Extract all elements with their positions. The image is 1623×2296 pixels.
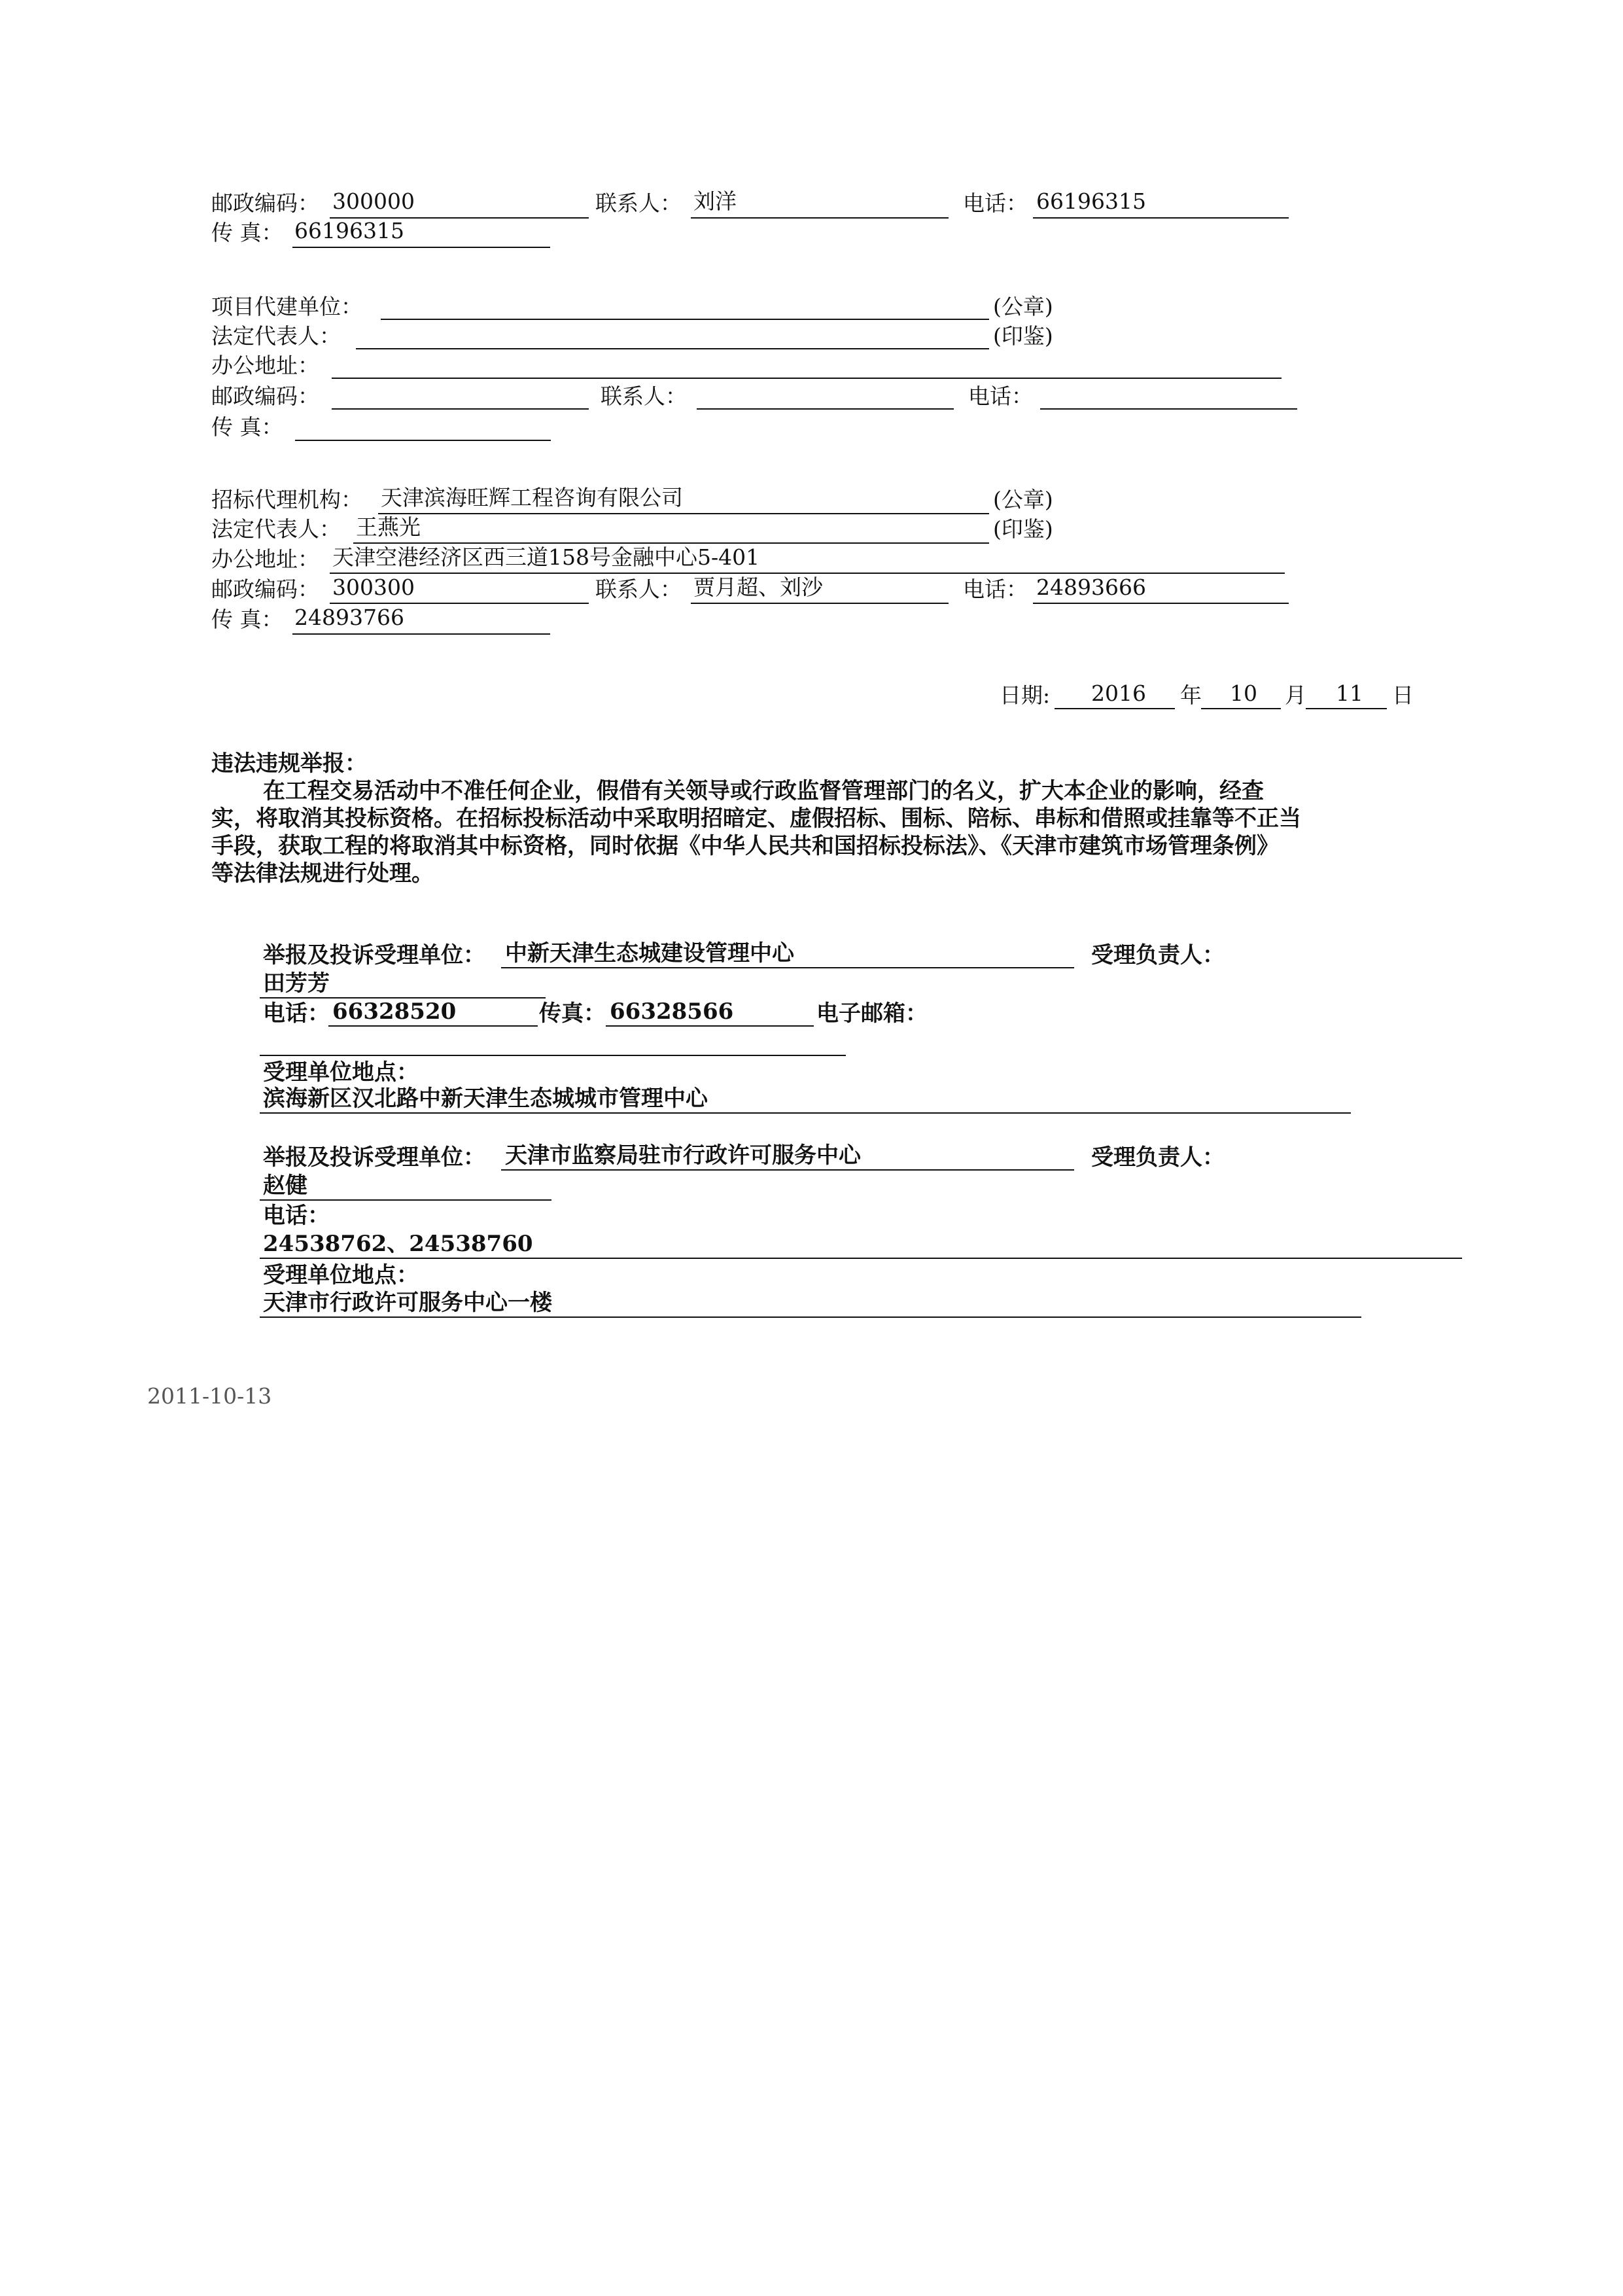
complaint1-fax-line	[606, 1025, 814, 1027]
block3-postcode-value: 300300	[332, 574, 415, 600]
block2-contact-label: 联系人：	[601, 383, 687, 409]
block3-contact-line	[691, 603, 949, 604]
complaint2-unit-value: 天津市监察局驻市行政许可服务中心	[505, 1142, 861, 1169]
block1-fax-line	[292, 247, 550, 248]
block3-fax-line	[292, 633, 550, 635]
block3-contact-value: 贾月超、刘沙	[693, 574, 823, 600]
report-line-3: 手段，获取工程的将取消其中标资格，同时依据《中华人民共和国招标投标法》、《天津市建筑市场管理条例》	[211, 833, 1279, 859]
block3-address-line	[330, 573, 1285, 574]
block2-fax-label: 传 真：	[211, 414, 283, 440]
complaint2-unit-line	[501, 1169, 1074, 1171]
complaint2-person-line	[260, 1199, 551, 1201]
block1-postcode-value: 300000	[332, 188, 415, 214]
block1-contact-value: 刘洋	[693, 188, 737, 214]
date-month: 10	[1230, 680, 1257, 706]
report-line-4: 等法律法规进行处理。	[211, 860, 434, 887]
complaint1-location-value: 滨海新区汉北路中新天津生态城城市管理中心	[263, 1086, 708, 1112]
complaint1-unit-value: 中新天津生态城建设管理中心	[505, 940, 794, 966]
block2-phone-label: 电话：	[968, 383, 1033, 409]
complaint2-phone-value: 24538762、24538760	[263, 1231, 533, 1257]
block2-address-line	[332, 378, 1282, 379]
block2-contact-line	[697, 408, 954, 410]
complaint1-fax-value: 66328566	[610, 998, 734, 1025]
block3-phone-line	[1033, 603, 1289, 604]
complaint2-person-value: 赵健	[263, 1173, 307, 1199]
block3-contact-label: 联系人：	[595, 576, 682, 602]
block1-phone-line	[1033, 217, 1289, 219]
block3-address-value: 天津空港经济区西三道158号金融中心5-401	[332, 544, 760, 570]
complaint1-person-value: 田芳芳	[263, 970, 330, 997]
block3-postcode-line	[330, 603, 589, 604]
complaint1-fax-label: 传真：	[539, 1000, 606, 1027]
date-day-line	[1306, 708, 1387, 709]
complaint2-location-line	[260, 1316, 1361, 1318]
report-line-2: 实，将取消其投标资格。在招标投标活动中采取明招暗定、虚假招标、围标、陪标、串标和借照或挂靠等不正当	[211, 805, 1301, 832]
complaint1-email-label: 电子邮箱：	[816, 1000, 928, 1027]
block1-contact-label: 联系人：	[595, 190, 682, 216]
complaint2-location-value: 天津市行政许可服务中心一楼	[263, 1290, 552, 1316]
complaint2-phone-label: 电话：	[263, 1203, 330, 1229]
report-line-1: 在工程交易活动中不准任何企业，假借有关领导或行政监督管理部门的名义，扩大本企业的影响，经查	[263, 778, 1264, 804]
complaint1-phone-label: 电话：	[263, 1000, 330, 1027]
date-year-line	[1055, 708, 1175, 709]
complaint2-person-label: 受理负责人：	[1091, 1144, 1225, 1171]
block1-fax-label: 传 真：	[211, 220, 283, 245]
report-title: 违法违规举报：	[211, 751, 367, 777]
block3-rep-value: 王燕光	[356, 514, 421, 540]
complaint2-location-label: 受理单位地点：	[263, 1262, 419, 1288]
block3-stamp: (印鉴)	[993, 516, 1053, 542]
block1-contact-line	[691, 217, 949, 219]
block3-agency-label: 招标代理机构：	[211, 487, 362, 512]
block3-phone-label: 电话：	[963, 576, 1028, 602]
complaint1-unit-line	[501, 967, 1074, 968]
block3-address-label: 办公地址：	[211, 546, 319, 572]
block2-unit-line	[381, 319, 989, 320]
block2-unit-label: 项目代建单位：	[211, 294, 362, 319]
block1-phone-value: 66196315	[1036, 188, 1146, 214]
block2-rep-label: 法定代表人：	[211, 323, 341, 349]
block3-fax-label: 传 真：	[211, 607, 283, 632]
date-day: 11	[1336, 680, 1363, 706]
block3-phone-value: 24893666	[1036, 574, 1146, 600]
block2-rep-line	[356, 348, 989, 349]
block2-postcode-label: 邮政编码：	[211, 383, 319, 409]
date-year: 2016	[1091, 680, 1146, 706]
block2-seal: (公章)	[993, 294, 1053, 319]
block3-postcode-label: 邮政编码：	[211, 576, 319, 602]
block3-agency-line	[378, 513, 989, 514]
block1-phone-label: 电话：	[963, 190, 1028, 216]
complaint2-phone-line	[260, 1258, 1462, 1259]
date-day-unit: 日	[1392, 682, 1414, 708]
date-label: 日期:	[1000, 682, 1051, 708]
block3-fax-value: 24893766	[294, 605, 404, 630]
complaint1-email-line	[260, 1055, 846, 1056]
date-month-unit: 月	[1285, 682, 1306, 708]
block2-phone-line	[1040, 408, 1297, 410]
complaint1-phone-line	[328, 1025, 538, 1027]
block3-agency-value: 天津滨海旺辉工程咨询有限公司	[381, 485, 683, 510]
block2-stamp: (印鉴)	[993, 323, 1053, 349]
block1-fax-value: 66196315	[294, 218, 404, 243]
complaint2-unit-label: 举报及投诉受理单位：	[263, 1144, 485, 1171]
complaint1-unit-label: 举报及投诉受理单位：	[263, 942, 485, 968]
complaint1-phone-value: 66328520	[332, 998, 457, 1025]
block3-rep-line	[353, 542, 989, 544]
footer-date: 2011-10-13	[147, 1383, 272, 1409]
block3-rep-label: 法定代表人：	[211, 516, 341, 542]
complaint1-location-label: 受理单位地点：	[263, 1059, 419, 1086]
date-month-line	[1201, 708, 1281, 709]
complaint1-person-label: 受理负责人：	[1091, 942, 1225, 968]
block3-seal: (公章)	[993, 487, 1053, 512]
block1-postcode-label: 邮政编码：	[211, 190, 319, 216]
block2-address-label: 办公地址：	[211, 353, 319, 378]
block2-postcode-line	[332, 408, 589, 410]
date-year-unit: 年	[1180, 682, 1202, 708]
complaint1-location-line	[260, 1112, 1351, 1114]
block2-fax-line	[295, 440, 551, 441]
